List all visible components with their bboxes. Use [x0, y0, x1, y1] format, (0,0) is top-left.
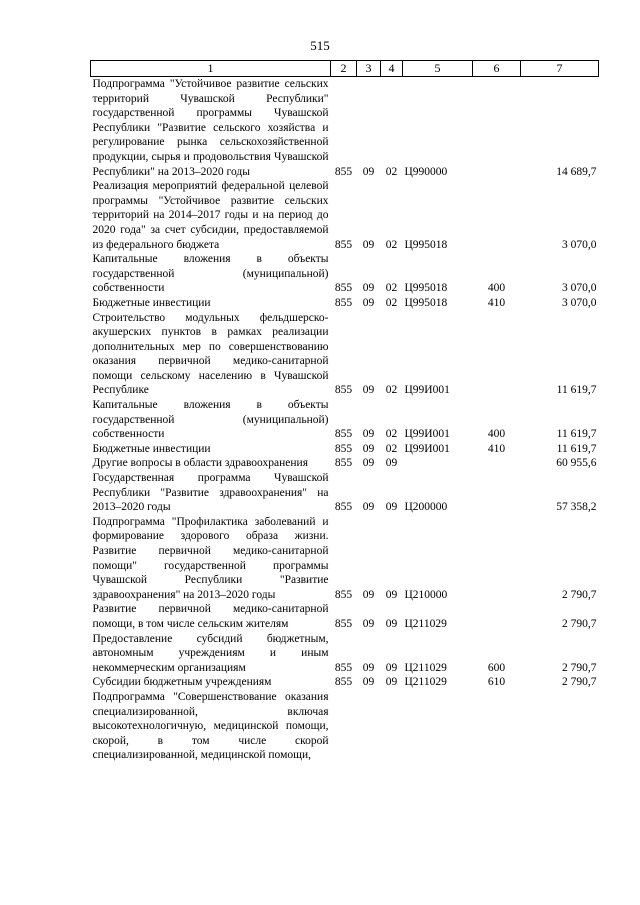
row-subsection-cell: 09	[385, 661, 398, 674]
row-subsection-cell: 09	[385, 501, 398, 514]
column-header-4: 4	[381, 61, 403, 77]
row-ministry-cell	[331, 690, 357, 763]
row-name-cell: Реализация мероприятий федеральной целевой программы "Устойчивое развитие сельских территорий на 2014–2017 годы и на период до 2020 года" за счет субсидии, предоставляемой из федерального бюджета	[92, 180, 329, 251]
row-section-cell: 09	[362, 617, 375, 630]
table-row	[91, 252, 599, 296]
table-row	[91, 311, 599, 399]
row-subsection-cell: 02	[385, 442, 398, 455]
row-section-cell: 09	[362, 428, 375, 441]
row-target-article-cell: Ц200000	[404, 501, 448, 514]
row-subsection-cell	[381, 690, 403, 763]
row-target-article-cell: Ц210000	[404, 588, 448, 601]
row-expense-type-cell: 600	[487, 661, 506, 674]
row-section-cell: 09	[362, 238, 375, 251]
row-amount-cell: 11 619,7	[556, 428, 597, 441]
row-section-cell: 09	[362, 676, 375, 689]
row-subsection-cell: 02	[385, 282, 398, 295]
row-name-cell: Развитие первичной медико-санитарной помощи, в том числе сельским жителям	[92, 603, 329, 630]
row-section-cell: 09	[362, 661, 375, 674]
row-name-cell: Капитальные вложения в объекты государственной (муниципальной) собственности	[92, 253, 329, 295]
page-number: 515	[310, 38, 330, 53]
row-section-cell: 09	[362, 588, 375, 601]
row-target-article-cell	[403, 690, 473, 763]
row-section-cell: 09	[362, 501, 375, 514]
row-expense-type-cell	[473, 602, 521, 631]
row-name-cell: Подпрограмма "Совершенствование оказания специализированной, включая высокотехнологичную, медицинской помощи, скорой, в том числе скорой специализированной, медицинской помощи,	[92, 690, 329, 762]
row-target-article-cell: Ц995018	[404, 238, 448, 251]
row-expense-type-cell	[473, 77, 521, 180]
row-subsection-cell: 02	[385, 384, 398, 397]
row-amount-cell: 11 619,7	[556, 384, 597, 397]
row-name-cell: Капитальные вложения в объекты государственной (муниципальной) собственности	[92, 399, 329, 441]
row-ministry-cell: 855	[334, 457, 353, 470]
row-target-article-cell: Ц211029	[404, 661, 447, 674]
row-expense-type-cell: 610	[487, 676, 506, 689]
table-row	[91, 296, 599, 311]
row-target-article-cell: Ц995018	[404, 282, 448, 295]
column-header-6: 6	[473, 61, 521, 77]
table-row	[91, 456, 599, 471]
row-expense-type-cell: 410	[487, 442, 506, 455]
table-row	[91, 690, 599, 763]
row-subsection-cell: 09	[385, 676, 398, 689]
row-subsection-cell: 02	[385, 428, 398, 441]
table-row	[91, 179, 599, 252]
row-expense-type-cell: 410	[487, 296, 506, 309]
row-name-cell: Бюджетные инвестиции	[92, 442, 211, 455]
row-subsection-cell: 09	[385, 588, 398, 601]
table-row	[91, 471, 599, 515]
row-section-cell: 09	[362, 296, 375, 309]
row-name-cell: Субсидии бюджетным учреждениям	[92, 676, 272, 689]
row-section-cell	[357, 690, 381, 763]
row-ministry-cell: 855	[334, 501, 353, 514]
row-subsection-cell: 02	[385, 165, 398, 178]
row-expense-type-cell	[473, 471, 521, 515]
column-header-3: 3	[357, 61, 381, 77]
row-amount-cell: 3 070,0	[562, 238, 597, 251]
row-target-article-cell: Ц99И001	[404, 442, 450, 455]
row-target-article-cell: Ц99И001	[404, 384, 450, 397]
row-amount-cell: 60 955,6	[556, 457, 597, 470]
row-target-article-cell: Ц99И001	[404, 428, 450, 441]
table-header-row	[91, 61, 599, 77]
row-name-cell: Бюджетные инвестиции	[92, 296, 211, 309]
table-row	[91, 632, 599, 676]
row-expense-type-cell	[473, 515, 521, 603]
table-row	[91, 77, 599, 180]
row-amount-cell: 14 689,7	[556, 165, 597, 178]
row-section-cell: 09	[362, 282, 375, 295]
row-ministry-cell: 855	[334, 676, 353, 689]
column-header-5: 5	[403, 61, 473, 77]
row-expense-type-cell	[473, 690, 521, 763]
row-amount-cell	[521, 690, 599, 763]
row-amount-cell: 2 790,7	[562, 676, 597, 689]
row-subsection-cell: 09	[385, 457, 398, 470]
row-target-article-cell: Ц995018	[404, 296, 448, 309]
row-ministry-cell: 855	[334, 238, 353, 251]
table-row	[91, 602, 599, 631]
table-row	[91, 398, 599, 442]
row-ministry-cell: 855	[334, 617, 353, 630]
table-row	[91, 515, 599, 603]
row-amount-cell: 3 070,0	[562, 282, 597, 295]
row-ministry-cell: 855	[334, 165, 353, 178]
row-section-cell: 09	[362, 442, 375, 455]
row-ministry-cell: 855	[334, 442, 353, 455]
row-amount-cell: 2 790,7	[562, 661, 597, 674]
row-name-cell: Подпрограмма "Профилактика заболеваний и формирование здорового образа жизни. Развитие первичной медико-санитарной помощи" государственной программы Чувашской Республики "Развитие здравоохранения" на 2013–2020 годы	[92, 515, 329, 601]
row-ministry-cell: 855	[334, 296, 353, 309]
row-target-article-cell	[403, 456, 473, 471]
row-section-cell: 09	[362, 165, 375, 178]
row-name-cell: Предоставление субсидий бюджетным, автономным учреждениям и иным некоммерческим организациям	[92, 632, 329, 674]
row-section-cell: 09	[362, 384, 375, 397]
column-header-2: 2	[331, 61, 357, 77]
column-header-7: 7	[521, 61, 599, 77]
row-amount-cell: 11 619,7	[556, 442, 597, 455]
row-subsection-cell: 09	[385, 617, 398, 630]
row-ministry-cell: 855	[334, 661, 353, 674]
table-row	[91, 442, 599, 457]
row-amount-cell: 57 358,2	[556, 501, 597, 514]
row-name-cell: Другие вопросы в области здравоохранения	[92, 457, 308, 470]
row-subsection-cell: 02	[385, 238, 398, 251]
row-name-cell: Строительство модульных фельдшерско-акушерских пунктов в рамках реализации дополнительных мер по совершенствованию оказания первичной медико-санитарной помощи сельскому населению в Чувашской Республике	[92, 311, 329, 397]
row-subsection-cell: 02	[385, 296, 398, 309]
row-ministry-cell: 855	[334, 282, 353, 295]
row-expense-type-cell	[473, 456, 521, 471]
row-amount-cell: 3 070,0	[562, 296, 597, 309]
row-expense-type-cell	[473, 311, 521, 399]
row-target-article-cell: Ц211029	[404, 676, 447, 689]
row-name-cell: Подпрограмма "Устойчивое развитие сельских территорий Чувашской Республики" государственной программы Чувашской Республики "Развитие сельского хозяйства и регулирование рынка сельскохозяйственной продукции, сырья и продовольствия Чувашской Республики" на 2013–2020 годы	[92, 78, 329, 178]
row-expense-type-cell: 400	[487, 428, 506, 441]
budget-table	[90, 60, 599, 763]
row-name-cell: Государственная программа Чувашской Республики "Развитие здравоохранения" на 2013–2020 годы	[92, 472, 329, 514]
table-row	[91, 675, 599, 690]
column-header-1: 1	[91, 61, 331, 77]
row-ministry-cell: 855	[334, 588, 353, 601]
row-expense-type-cell: 400	[487, 282, 506, 295]
row-amount-cell: 2 790,7	[562, 617, 597, 630]
row-amount-cell: 2 790,7	[562, 588, 597, 601]
row-target-article-cell: Ц211029	[404, 617, 447, 630]
row-ministry-cell: 855	[334, 384, 353, 397]
row-section-cell: 09	[362, 457, 375, 470]
row-expense-type-cell	[473, 179, 521, 252]
row-ministry-cell: 855	[334, 428, 353, 441]
row-target-article-cell: Ц990000	[404, 165, 448, 178]
